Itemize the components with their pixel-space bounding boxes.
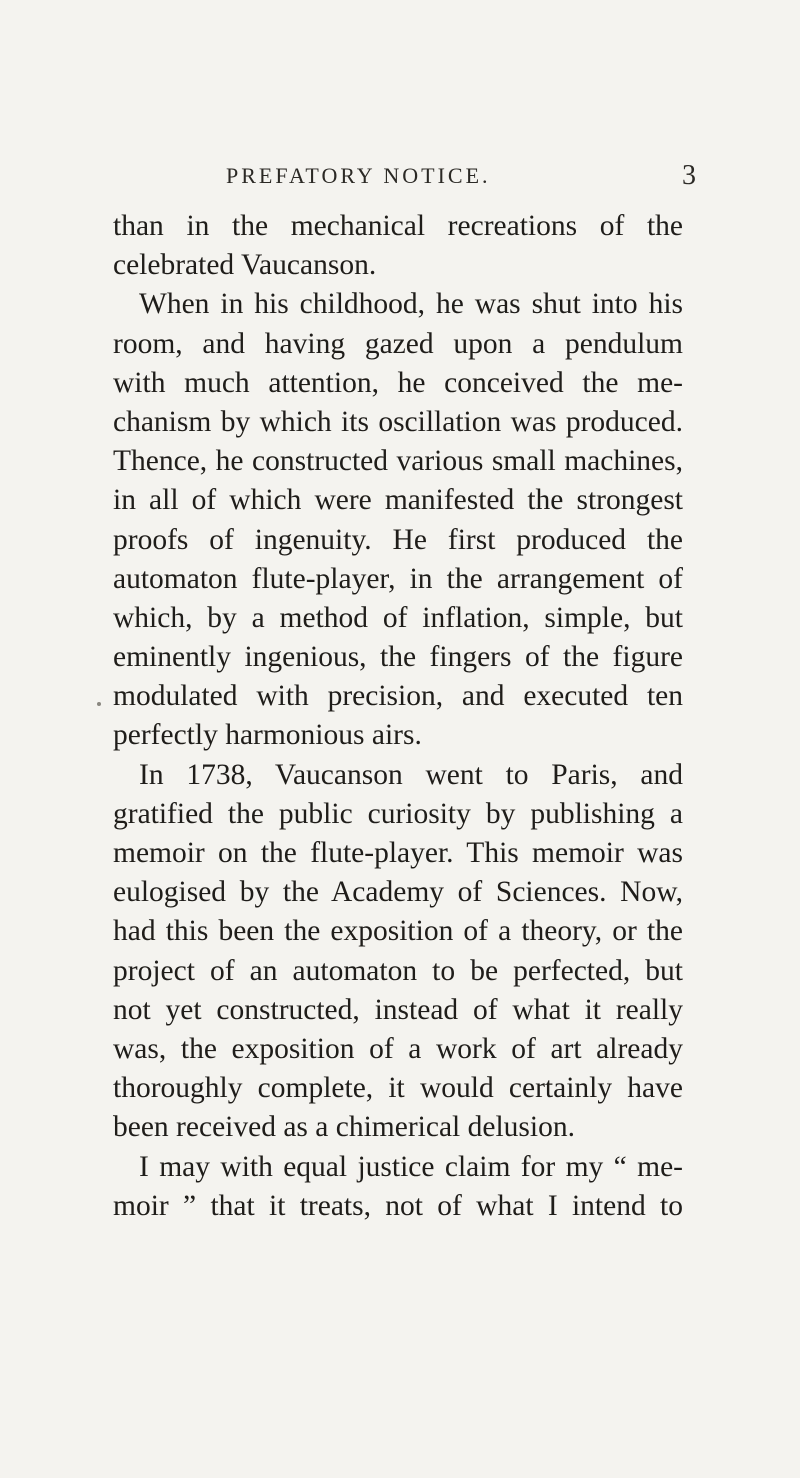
text-line: been received as a chimerical delusion. xyxy=(113,1111,575,1144)
text-line: celebrated Vaucanson. xyxy=(113,249,377,282)
text-line: than in the mechanical recreations of the xyxy=(113,210,683,242)
text-line: chanism by which its oscillation was produced. xyxy=(113,405,683,438)
text-line: thoroughly complete, it would certainly have xyxy=(113,1072,683,1105)
text-line: In 1738, Vaucanson went to Paris, and xyxy=(139,758,683,791)
text-line: with much attention, he conceived the me- xyxy=(113,366,683,399)
text-line: Thence, he constructed various small machines, xyxy=(113,445,683,478)
text-line: eminently ingenious, the fingers of the figure xyxy=(113,641,683,674)
running-head xyxy=(226,160,696,193)
text-line: was, the exposition of a work of art already xyxy=(113,1032,683,1065)
margin-mark xyxy=(97,702,101,706)
text-line: eulogised by the Academy of Sciences. Now, xyxy=(113,876,683,909)
text-line: not yet constructed, instead of what it really xyxy=(113,993,683,1026)
text-line: modulated with precision, and executed ten xyxy=(113,680,683,713)
text-line: perfectly harmonious airs. xyxy=(113,719,422,752)
text-line: gratified the public curiosity by publishing a xyxy=(113,797,683,830)
running-head-title: PREFATORY NOTICE. xyxy=(226,163,491,188)
text-line: in all of which were manifested the strongest xyxy=(113,484,683,517)
text-line: project of an automaton to be perfected, but xyxy=(113,954,683,987)
text-line: which, by a method of inflation, simple, but xyxy=(113,601,683,634)
text-line: proofs of ingenuity. He first produced the xyxy=(113,523,683,556)
text-line: When in his childhood, he was shut into his xyxy=(139,288,683,321)
text-line: I may with equal justice claim for my “ me- xyxy=(139,1150,683,1183)
text-line: had this been the exposition of a theory, or the xyxy=(113,915,683,948)
text-line: room, and having gazed upon a pendulum xyxy=(113,327,683,360)
page-number: 3 xyxy=(682,160,696,191)
text-line: moir ” that it treats, not of what I intend to xyxy=(113,1189,683,1222)
body-text xyxy=(113,207,683,1226)
text-line: automaton flute-player, in the arrangement of xyxy=(113,562,683,595)
text-line: memoir on the flute-player. This memoir was xyxy=(113,837,683,869)
